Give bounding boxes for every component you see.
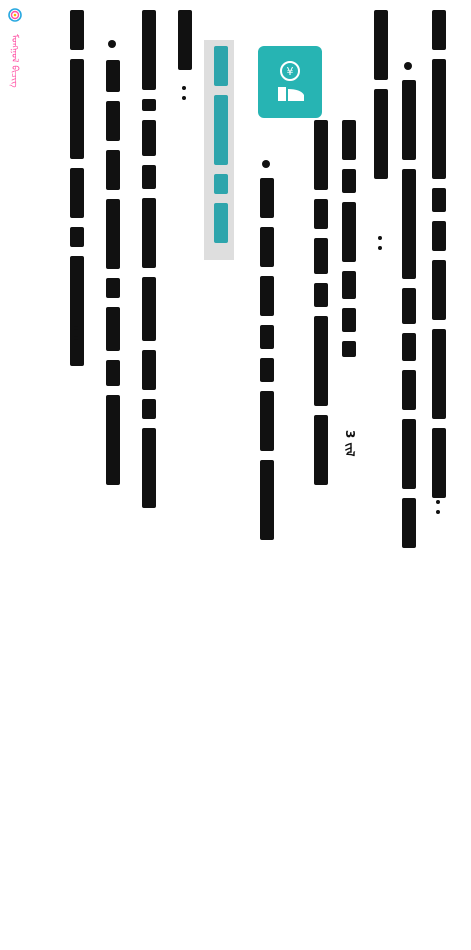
text-column	[68, 10, 87, 530]
bullet	[262, 160, 270, 168]
number-label: 3 ᠵᠢᠯ	[343, 430, 357, 457]
punctuation	[182, 96, 186, 100]
punctuation	[436, 500, 440, 504]
punctuation	[74, 326, 78, 330]
text-column	[372, 10, 391, 530]
punctuation	[378, 236, 382, 240]
section-heading-text	[212, 46, 231, 566]
watermark-text: ᠮᠣᠩᠭᠣᠯ ᠪᠢᠴᠢᠭ᠌	[9, 34, 19, 88]
punctuation	[378, 246, 382, 250]
section-heading	[204, 40, 234, 260]
spiral-logo-icon	[8, 8, 22, 22]
punctuation	[182, 86, 186, 90]
text-column	[258, 178, 277, 698]
punctuation	[436, 510, 440, 514]
text-column	[104, 60, 123, 580]
bullet	[108, 40, 116, 48]
text-column	[400, 80, 419, 600]
svg-text:¥: ¥	[286, 65, 294, 78]
text-column	[140, 10, 159, 530]
text-column	[430, 10, 449, 530]
text-column	[312, 120, 331, 640]
icon-tile	[258, 46, 322, 118]
bullet	[404, 62, 412, 70]
hand-money-icon	[268, 57, 312, 107]
punctuation	[74, 336, 78, 340]
